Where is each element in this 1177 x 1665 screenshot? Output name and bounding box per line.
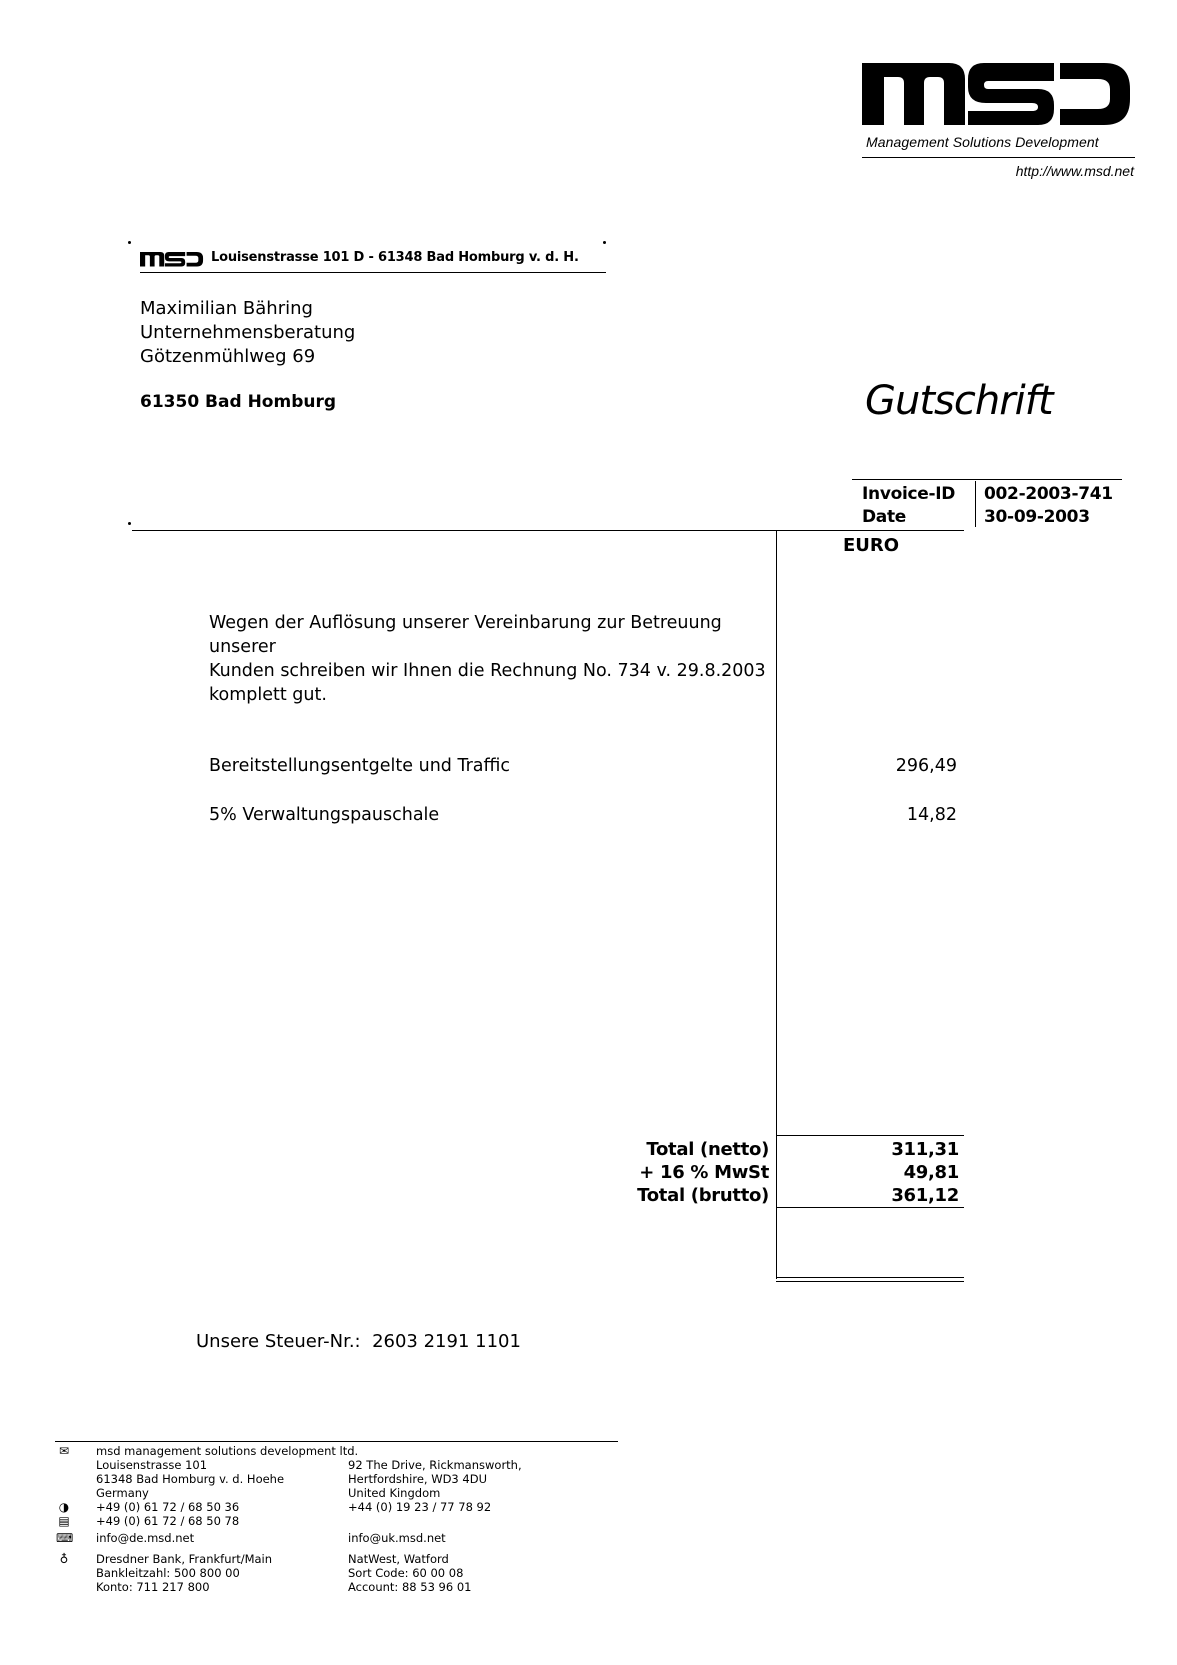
- tax-number-line: [196, 1331, 521, 1352]
- footer-de-phone: +49 (0) 61 72 / 68 50 36: [96, 1500, 240, 1514]
- footer-uk-email: info@uk.msd.net: [348, 1531, 446, 1545]
- currency-label: EURO: [843, 535, 900, 556]
- fax-icon: ▤: [58, 1514, 70, 1528]
- msd-logo: [862, 55, 1134, 131]
- footer-de-fax: +49 (0) 61 72 / 68 50 78: [96, 1514, 240, 1528]
- footer-de-street: Louisenstrasse 101: [96, 1458, 208, 1472]
- footer-de-country: Germany: [96, 1486, 149, 1500]
- totals-mid-rule: [776, 1207, 964, 1208]
- recipient-city: 61350 Bad Homburg: [140, 392, 337, 412]
- footer-company: msd management solutions development ltd.: [96, 1444, 359, 1458]
- total-netto-value: 311,31: [891, 1139, 959, 1160]
- tax-number: 2603 2191 1101: [372, 1331, 521, 1352]
- body-paragraph: [209, 611, 779, 707]
- sender-address: Louisenstrasse 101 D - 61348 Bad Homburg v. d. H.: [211, 250, 579, 265]
- invoice-id-value: 002-2003-741: [984, 484, 1113, 504]
- totals-top-rule: [776, 1135, 964, 1136]
- date-label: Date: [862, 507, 907, 527]
- date-value: 30-09-2003: [984, 507, 1090, 527]
- fold-mark: [603, 241, 606, 244]
- footer-uk-phone: +44 (0) 19 23 / 77 78 92: [348, 1500, 492, 1514]
- total-netto-label: Total (netto): [646, 1139, 769, 1160]
- sender-divider: [140, 272, 606, 273]
- logo-divider: [862, 157, 1135, 158]
- meta-divider: [852, 479, 1122, 480]
- footer-de-city: 61348 Bad Homburg v. d. Hoehe: [96, 1472, 285, 1486]
- total-brutto-value: 361,12: [891, 1185, 959, 1206]
- item-description: Bereitstellungsentgelte und Traffic: [209, 756, 511, 776]
- document-title: Gutschrift: [865, 378, 1053, 424]
- body-line: Kunden schreiben wir Ihnen die Rechnung No. 734 v. 29.8.2003: [209, 661, 766, 681]
- footer-uk-country: United Kingdom: [348, 1486, 441, 1500]
- msd-small-logo: [140, 250, 204, 268]
- recipient-street: Götzenmühlweg 69: [140, 346, 316, 367]
- footer-uk-street: 92 The Drive, Rickmansworth,: [348, 1458, 522, 1472]
- body-line: Wegen der Auflösung unserer Vereinbarung zur Betreuung unserer: [209, 613, 722, 657]
- email-icon: ⌨: [56, 1531, 74, 1545]
- footer-uk-bank-code: Sort Code: 60 00 08: [348, 1566, 464, 1580]
- footer-de-email: info@de.msd.net: [96, 1531, 195, 1545]
- item-amount: 296,49: [895, 756, 957, 776]
- recipient-company: Unternehmensberatung: [140, 322, 356, 343]
- footer-de-account: Konto: 711 217 800: [96, 1580, 210, 1594]
- body-line: komplett gut.: [209, 685, 327, 705]
- bank-icon: ♁: [59, 1552, 69, 1566]
- logo-tagline: Management Solutions Development: [866, 134, 1099, 150]
- footer-uk-bank: NatWest, Watford: [348, 1552, 449, 1566]
- footer-uk-city: Hertfordshire, WD3 4DU: [348, 1472, 487, 1486]
- item-description: 5% Verwaltungspauschale: [209, 805, 440, 825]
- item-amount: 14,82: [906, 805, 957, 825]
- footer-de-bank-code: Bankleitzahl: 500 800 00: [96, 1566, 240, 1580]
- fold-mark: [128, 522, 131, 525]
- total-brutto-label: Total (brutto): [637, 1185, 769, 1206]
- invoice-id-label: Invoice-ID: [862, 484, 956, 504]
- tax-label: Unsere Steuer-Nr.:: [196, 1331, 361, 1352]
- envelope-icon: ✉: [58, 1444, 70, 1458]
- totals-double-rule: [776, 1281, 964, 1282]
- footer-divider: [55, 1441, 618, 1442]
- website-url: http://www.msd.net: [1015, 163, 1134, 179]
- vat-value: 49,81: [903, 1162, 959, 1183]
- fold-mark: [128, 241, 131, 244]
- totals-double-rule: [776, 1277, 964, 1278]
- footer-uk-account: Account: 88 53 96 01: [348, 1580, 472, 1594]
- vat-label: + 16 % MwSt: [639, 1162, 769, 1183]
- phone-icon: ◑: [58, 1500, 70, 1514]
- meta-separator: [975, 481, 976, 527]
- recipient-name: Maximilian Bähring: [140, 298, 313, 319]
- footer-de-bank: Dresdner Bank, Frankfurt/Main: [96, 1552, 273, 1566]
- table-header-rule: [132, 530, 964, 531]
- recipient-block: [140, 297, 355, 369]
